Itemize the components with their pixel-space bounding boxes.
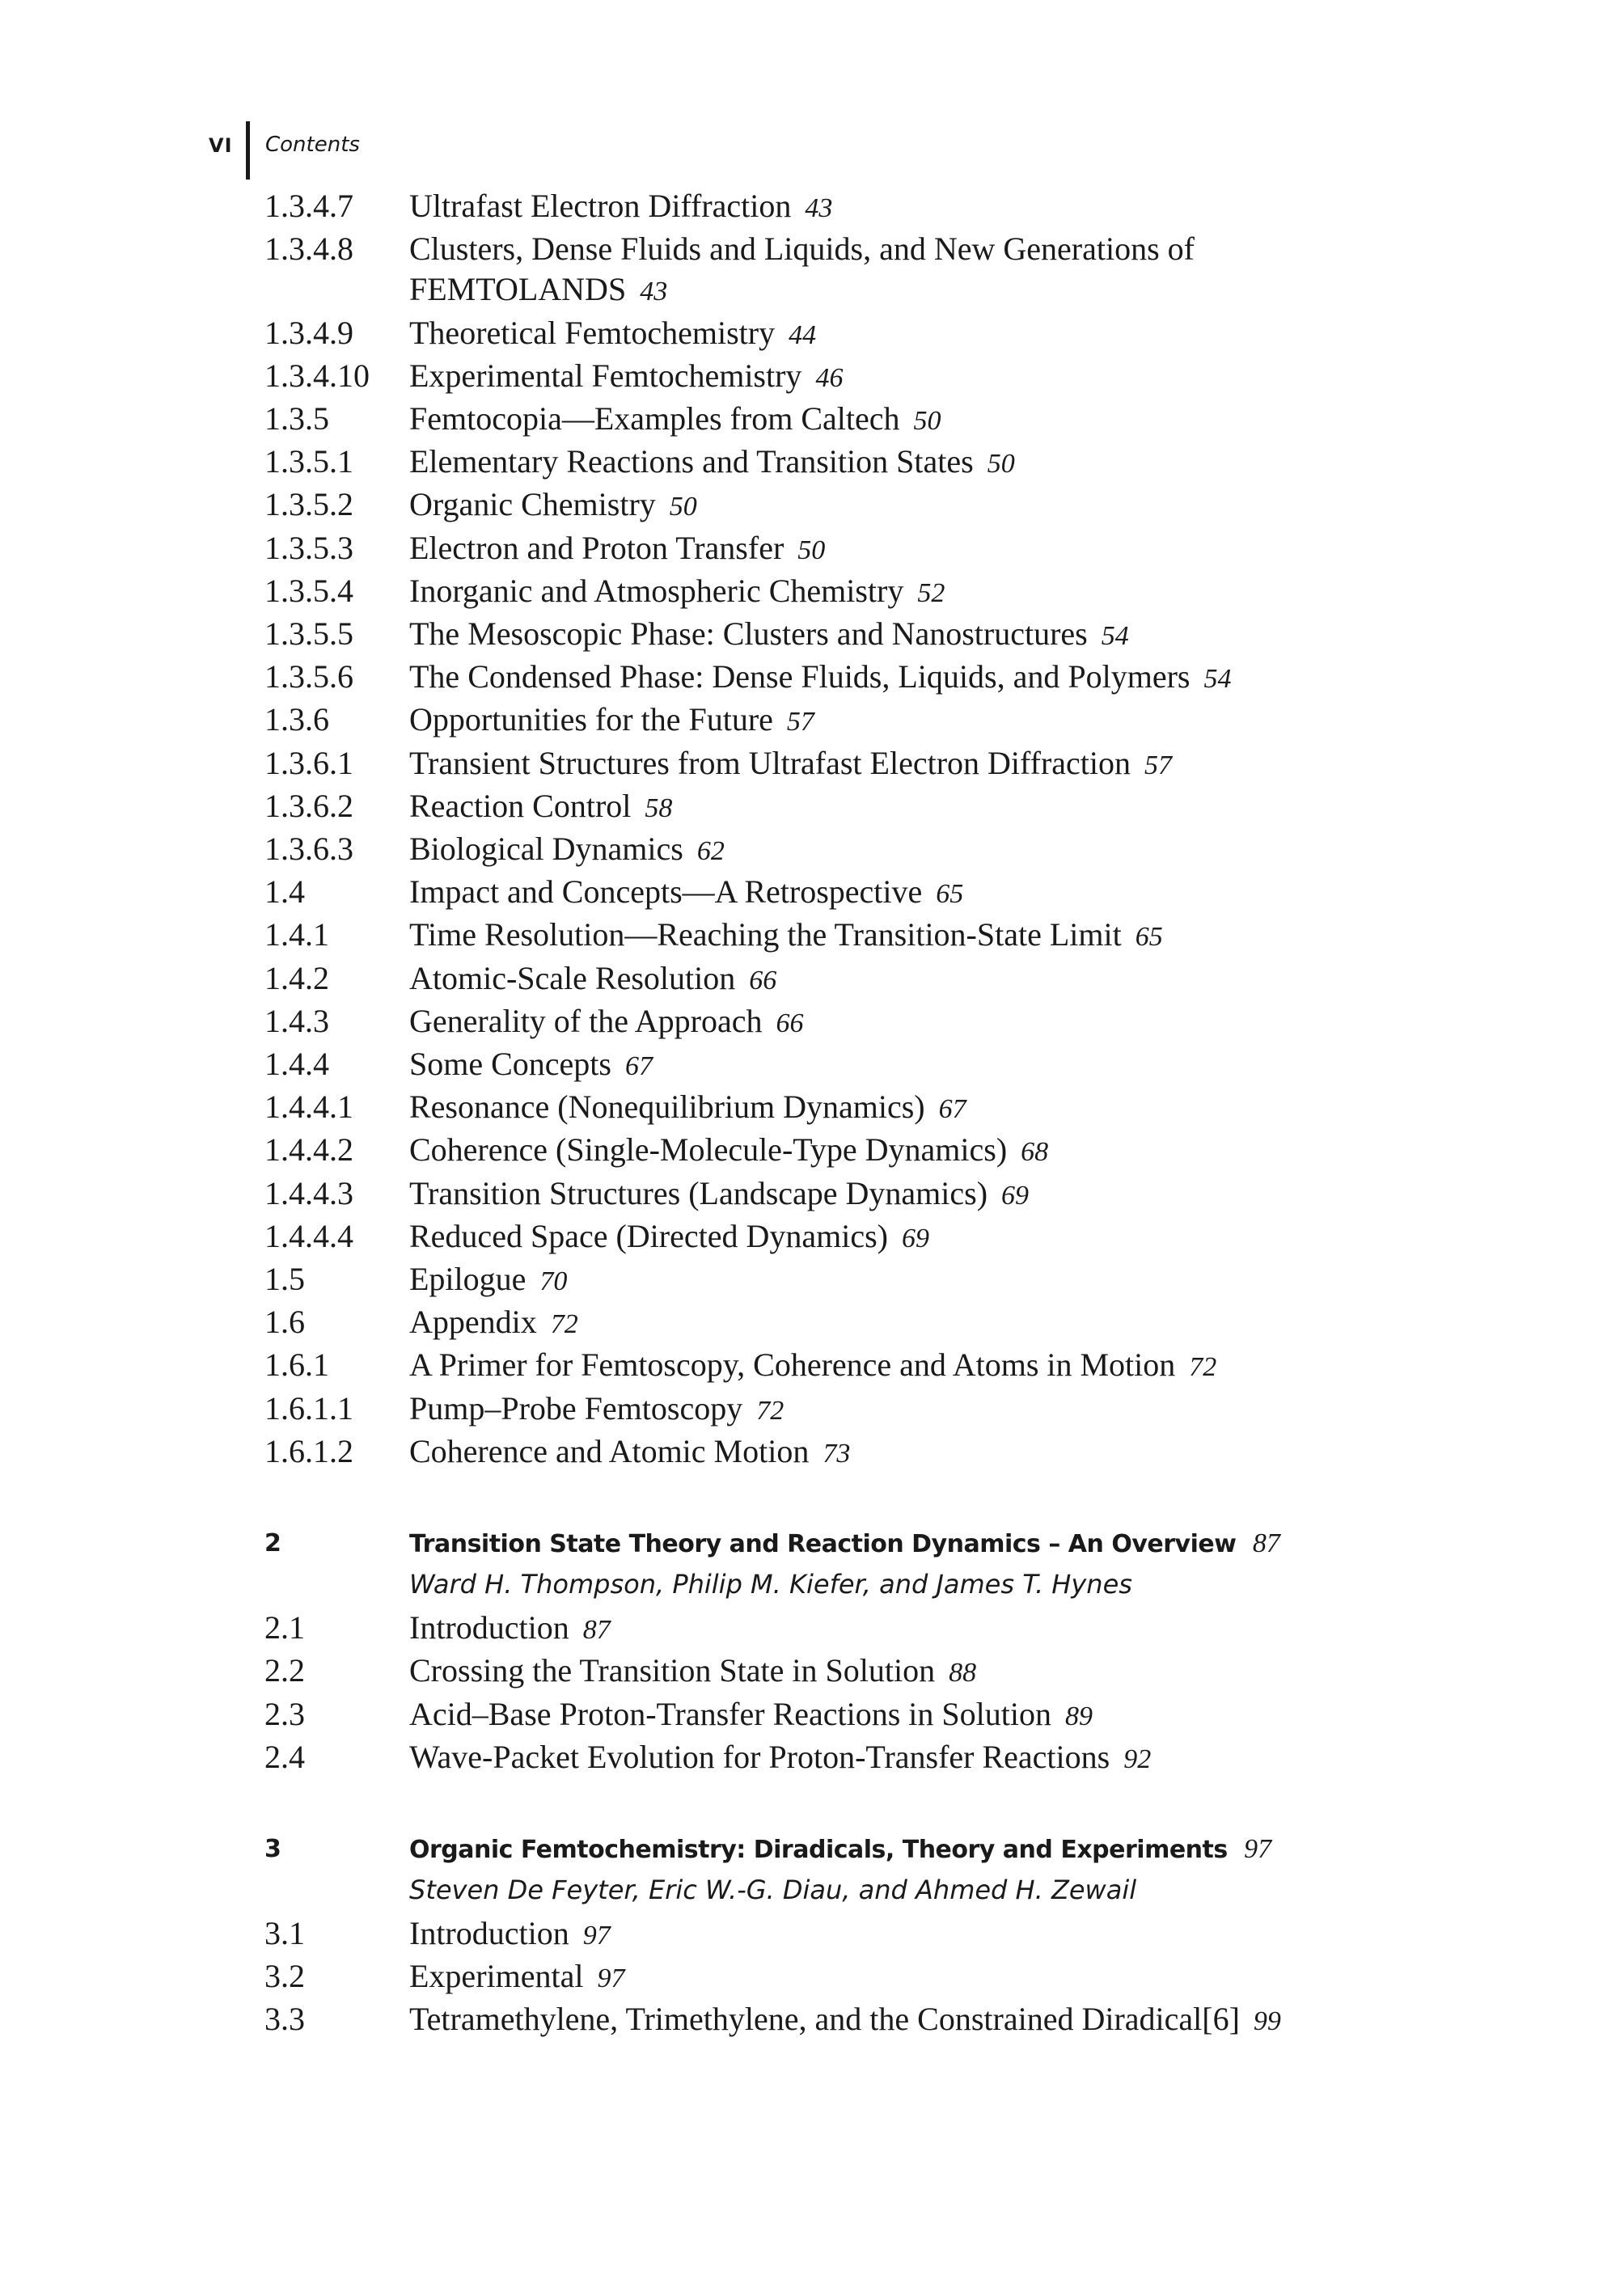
section-number: 1.4.3 bbox=[264, 1002, 329, 1039]
section-number: 2.4 bbox=[264, 1738, 305, 1775]
entry-title-block bbox=[409, 915, 1591, 957]
entry-title-block bbox=[409, 1345, 1591, 1388]
section-title: Theoretical Femtochemistry bbox=[409, 314, 776, 351]
page-number: 52 bbox=[917, 577, 945, 608]
toc-entry[interactable] bbox=[264, 1694, 1591, 1737]
page-number: 97 bbox=[582, 1920, 611, 1951]
page-number: 72 bbox=[550, 1309, 578, 1340]
section-number: 3.1 bbox=[264, 1914, 305, 1951]
chapter-page-number: 87 bbox=[1252, 1528, 1280, 1559]
section-number: 1.6 bbox=[264, 1304, 305, 1341]
entry-title-block bbox=[409, 1737, 1591, 1780]
chapter-heading[interactable] bbox=[264, 1521, 1591, 1561]
section-number: 2.2 bbox=[264, 1652, 305, 1689]
entry-title-block bbox=[409, 1913, 1591, 1956]
section-title: Experimental bbox=[409, 1958, 584, 1995]
toc-entry[interactable] bbox=[264, 186, 1591, 229]
page-number: 66 bbox=[776, 1008, 804, 1038]
toc-entry[interactable] bbox=[264, 1001, 1591, 1044]
section-title: Time Resolution—Reaching the Transition-State Limit bbox=[409, 916, 1122, 953]
section-title-continued: FEMTOLANDS bbox=[409, 271, 627, 308]
section-title: Generality of the Approach bbox=[409, 1002, 763, 1039]
toc-entry[interactable] bbox=[264, 1651, 1591, 1693]
page-number: 43 bbox=[805, 193, 833, 223]
section-title: Biological Dynamics bbox=[409, 831, 683, 868]
section-title: Reduced Space (Directed Dynamics) bbox=[409, 1217, 888, 1254]
section-title: Organic Chemistry bbox=[409, 486, 656, 523]
page-number: 88 bbox=[949, 1658, 977, 1689]
toc-entry[interactable] bbox=[264, 442, 1591, 484]
section-number: 1.3.4.8 bbox=[264, 230, 353, 268]
section-number: 1.4.4.2 bbox=[264, 1131, 353, 1169]
section-number: 1.4 bbox=[264, 873, 305, 911]
section-number: 1.3.5.6 bbox=[264, 658, 353, 695]
entry-title-block bbox=[409, 1001, 1591, 1044]
toc-entry[interactable] bbox=[264, 1302, 1591, 1345]
section-number: 1.3.5.5 bbox=[264, 615, 353, 653]
section-number: 2.1 bbox=[264, 1609, 305, 1646]
page-number: 67 bbox=[938, 1094, 966, 1125]
entry-title-block bbox=[409, 186, 1591, 229]
chapter-title: Organic Femtochemistry: Diradicals, Theory and Experiments bbox=[409, 1835, 1228, 1864]
page-number: 62 bbox=[696, 836, 725, 867]
page-number: 50 bbox=[913, 406, 941, 437]
entry-title-block bbox=[409, 829, 1591, 872]
toc-entry[interactable] bbox=[264, 958, 1591, 1001]
section-number: 1.3.4.9 bbox=[264, 314, 353, 351]
toc-entry[interactable] bbox=[264, 484, 1591, 527]
entry-title-block bbox=[409, 571, 1591, 614]
section-number: 1.3.5.2 bbox=[264, 486, 353, 523]
section-title: Appendix bbox=[409, 1304, 537, 1341]
toc-entry[interactable] bbox=[264, 614, 1591, 657]
chapter-authors: Ward H. Thompson, Philip M. Kiefer, and James T. Hynes bbox=[409, 1569, 1132, 1600]
chapter-title: Transition State Theory and Reaction Dynamics – An Overview bbox=[409, 1530, 1237, 1559]
toc-entry[interactable] bbox=[264, 1608, 1591, 1651]
toc-entry[interactable] bbox=[264, 1173, 1591, 1216]
entry-title-block bbox=[409, 356, 1591, 399]
toc-entry[interactable] bbox=[264, 571, 1591, 614]
section-title: Elementary Reactions and Transition States bbox=[409, 443, 974, 480]
toc-entry[interactable] bbox=[264, 1130, 1591, 1173]
section-number: 1.4.4 bbox=[264, 1046, 329, 1083]
section-title: A Primer for Femtoscopy, Coherence and Atoms in Motion bbox=[409, 1346, 1176, 1384]
toc-entry[interactable] bbox=[264, 657, 1591, 700]
section-number: 1.4.2 bbox=[264, 959, 329, 996]
toc-entry[interactable] bbox=[264, 1999, 1591, 2042]
section-number: 3.3 bbox=[264, 2001, 305, 2038]
entry-title-block bbox=[409, 958, 1591, 1001]
section-title: Inorganic and Atmospheric Chemistry bbox=[409, 572, 904, 609]
entry-title-block bbox=[409, 657, 1591, 700]
toc-entry[interactable] bbox=[264, 1044, 1591, 1087]
page-number: 97 bbox=[597, 1963, 625, 1994]
section-number: 3.2 bbox=[264, 1958, 305, 1995]
section-number: 1.6.1 bbox=[264, 1346, 329, 1384]
table-of-contents bbox=[264, 186, 1591, 2043]
section-number: 1.4.4.4 bbox=[264, 1217, 353, 1254]
section-title: Wave-Packet Evolution for Proton-Transfer Reactions bbox=[409, 1738, 1110, 1775]
chapter-title-line bbox=[409, 1521, 1591, 1561]
page-number: 87 bbox=[582, 1615, 611, 1646]
page-number: 72 bbox=[756, 1395, 785, 1426]
section-title: Reaction Control bbox=[409, 787, 632, 824]
toc-entry[interactable] bbox=[264, 1956, 1591, 1999]
entry-title-block bbox=[409, 313, 1591, 356]
running-head-title: Contents bbox=[265, 133, 360, 157]
entry-title-block bbox=[409, 399, 1591, 442]
page-number: 46 bbox=[815, 362, 844, 393]
page-number: 50 bbox=[987, 449, 1015, 480]
entry-title-block bbox=[409, 1389, 1591, 1431]
section-title: Opportunities for the Future bbox=[409, 701, 773, 738]
page-folio: VI bbox=[209, 134, 233, 157]
section-title: Femtocopia—Examples from Caltech bbox=[409, 400, 900, 437]
chapter-number: 3 bbox=[264, 1834, 281, 1863]
toc-entry[interactable] bbox=[264, 872, 1591, 915]
entry-title-block bbox=[409, 1044, 1591, 1087]
entry-title-block bbox=[409, 700, 1591, 742]
toc-entry[interactable] bbox=[264, 786, 1591, 829]
section-number: 1.3.5.4 bbox=[264, 572, 353, 609]
entry-title-block bbox=[409, 1130, 1591, 1173]
entry-title-block bbox=[409, 786, 1591, 829]
entry-title-block bbox=[409, 743, 1591, 786]
toc-entry[interactable] bbox=[264, 313, 1591, 356]
section-title: Crossing the Transition State in Solution bbox=[409, 1652, 936, 1689]
toc-entry[interactable] bbox=[264, 1737, 1591, 1780]
section-number: 1.4.1 bbox=[264, 916, 329, 953]
running-head-rule bbox=[246, 121, 250, 180]
entry-title-block bbox=[409, 229, 1591, 312]
entry-title-block bbox=[409, 528, 1591, 571]
section-title: Epilogue bbox=[409, 1261, 527, 1298]
entry-title-block bbox=[409, 1173, 1591, 1216]
section-title: Transient Structures from Ultrafast Electron Diffraction bbox=[409, 744, 1131, 781]
section-title: Resonance (Nonequilibrium Dynamics) bbox=[409, 1088, 925, 1126]
section-title: Tetramethylene, Trimethylene, and the Constrained Diradical[6] bbox=[409, 2001, 1240, 2038]
section-title: Electron and Proton Transfer bbox=[409, 529, 785, 566]
page-number: 43 bbox=[640, 277, 668, 307]
section-number: 2.3 bbox=[264, 1695, 305, 1732]
page-number: 57 bbox=[1144, 750, 1172, 780]
entry-title-block bbox=[409, 614, 1591, 657]
section-title: Coherence (Single-Molecule-Type Dynamics) bbox=[409, 1131, 1008, 1169]
section-number: 1.3.6.3 bbox=[264, 831, 353, 868]
page-number: 99 bbox=[1253, 2006, 1281, 2037]
section-title: Atomic-Scale Resolution bbox=[409, 959, 736, 996]
toc-entry[interactable] bbox=[264, 915, 1591, 957]
section-number: 1.5 bbox=[264, 1261, 305, 1298]
toc-entry[interactable] bbox=[264, 743, 1591, 786]
toc-entry[interactable] bbox=[264, 356, 1591, 399]
entry-title-block bbox=[409, 1302, 1591, 1345]
section-title: Some Concepts bbox=[409, 1046, 611, 1083]
section-number: 1.3.4.10 bbox=[264, 357, 370, 394]
entry-title-block bbox=[409, 872, 1591, 915]
section-title: Transition Structures (Landscape Dynamics) bbox=[409, 1174, 988, 1211]
page-number: 58 bbox=[645, 793, 673, 823]
page-number: 66 bbox=[749, 965, 777, 995]
toc-entry[interactable] bbox=[264, 1431, 1591, 1474]
section-number: 1.4.4.1 bbox=[264, 1088, 353, 1126]
page-number: 44 bbox=[789, 319, 817, 350]
section-title: Introduction bbox=[409, 1914, 569, 1951]
toc-entry[interactable] bbox=[264, 399, 1591, 442]
toc-entry[interactable] bbox=[264, 1913, 1591, 1956]
toc-entry[interactable] bbox=[264, 1087, 1591, 1130]
page-number: 54 bbox=[1101, 621, 1129, 652]
entry-title-block bbox=[409, 1087, 1591, 1130]
chapter-heading[interactable] bbox=[264, 1827, 1591, 1866]
page-number: 69 bbox=[901, 1223, 929, 1253]
entry-title-block bbox=[409, 1216, 1591, 1259]
chapter-title-line bbox=[409, 1827, 1591, 1866]
toc-entry[interactable] bbox=[264, 700, 1591, 742]
chapter-page-number: 97 bbox=[1244, 1833, 1272, 1864]
page-number: 50 bbox=[797, 535, 826, 565]
section-number: 1.3.6 bbox=[264, 701, 329, 738]
section-title: Coherence and Atomic Motion bbox=[409, 1432, 810, 1469]
entry-title-block bbox=[409, 1999, 1591, 2042]
entry-title-block bbox=[409, 1608, 1591, 1651]
section-number: 1.3.6.1 bbox=[264, 744, 353, 781]
toc-entry[interactable] bbox=[264, 1389, 1591, 1431]
section-title: Introduction bbox=[409, 1609, 569, 1646]
entry-title-block bbox=[409, 1651, 1591, 1693]
entry-title-block bbox=[409, 1259, 1591, 1302]
chapter-authors: Steven De Feyter, Eric W.-G. Diau, and Ahmed H. Zewail bbox=[409, 1874, 1137, 1905]
entry-title-block bbox=[409, 442, 1591, 484]
toc-entry[interactable] bbox=[264, 1216, 1591, 1259]
toc-entry[interactable] bbox=[264, 528, 1591, 571]
section-number: 1.4.4.3 bbox=[264, 1174, 353, 1211]
toc-entry[interactable] bbox=[264, 1345, 1591, 1388]
page-number: 57 bbox=[786, 707, 814, 738]
section-number: 1.3.6.2 bbox=[264, 787, 353, 824]
page-number: 65 bbox=[1135, 922, 1163, 953]
section-number: 1.3.5.3 bbox=[264, 529, 353, 566]
entry-title-block bbox=[409, 1694, 1591, 1737]
section-title: The Condensed Phase: Dense Fluids, Liquids, and Polymers bbox=[409, 658, 1191, 695]
page-number: 89 bbox=[1065, 1701, 1093, 1731]
section-title: Acid–Base Proton-Transfer Reactions in Solution bbox=[409, 1695, 1052, 1732]
page-number: 72 bbox=[1189, 1352, 1217, 1383]
page-number: 65 bbox=[936, 879, 964, 910]
page-number: 70 bbox=[539, 1266, 568, 1297]
toc-entry[interactable] bbox=[264, 829, 1591, 872]
chapter-number: 2 bbox=[264, 1529, 281, 1558]
section-number: 1.3.4.7 bbox=[264, 188, 353, 224]
toc-entry[interactable] bbox=[264, 1259, 1591, 1302]
page-number: 68 bbox=[1021, 1137, 1049, 1168]
entry-title-block bbox=[409, 1956, 1591, 1999]
page-number: 54 bbox=[1203, 664, 1232, 695]
section-number: 1.3.5.1 bbox=[264, 443, 353, 480]
section-number: 1.3.5 bbox=[264, 400, 329, 437]
page-number: 50 bbox=[669, 492, 697, 522]
section-title: Pump–Probe Femtoscopy bbox=[409, 1389, 743, 1427]
section-title: Ultrafast Electron Diffraction bbox=[409, 188, 792, 224]
section-number: 1.6.1.1 bbox=[264, 1389, 353, 1427]
section-number: 1.6.1.2 bbox=[264, 1432, 353, 1469]
toc-entry[interactable] bbox=[264, 229, 1591, 312]
page-number: 73 bbox=[823, 1438, 851, 1469]
section-title: Clusters, Dense Fluids and Liquids, and New Generations of bbox=[409, 230, 1195, 268]
section-title: The Mesoscopic Phase: Clusters and Nanostructures bbox=[409, 615, 1088, 653]
page-number: 92 bbox=[1123, 1744, 1152, 1774]
page-number: 69 bbox=[1001, 1180, 1030, 1211]
entry-title-block bbox=[409, 484, 1591, 527]
page-number: 67 bbox=[624, 1051, 653, 1082]
section-title: Impact and Concepts—A Retrospective bbox=[409, 873, 923, 911]
entry-title-block bbox=[409, 1431, 1591, 1474]
section-title: Experimental Femtochemistry bbox=[409, 357, 802, 394]
